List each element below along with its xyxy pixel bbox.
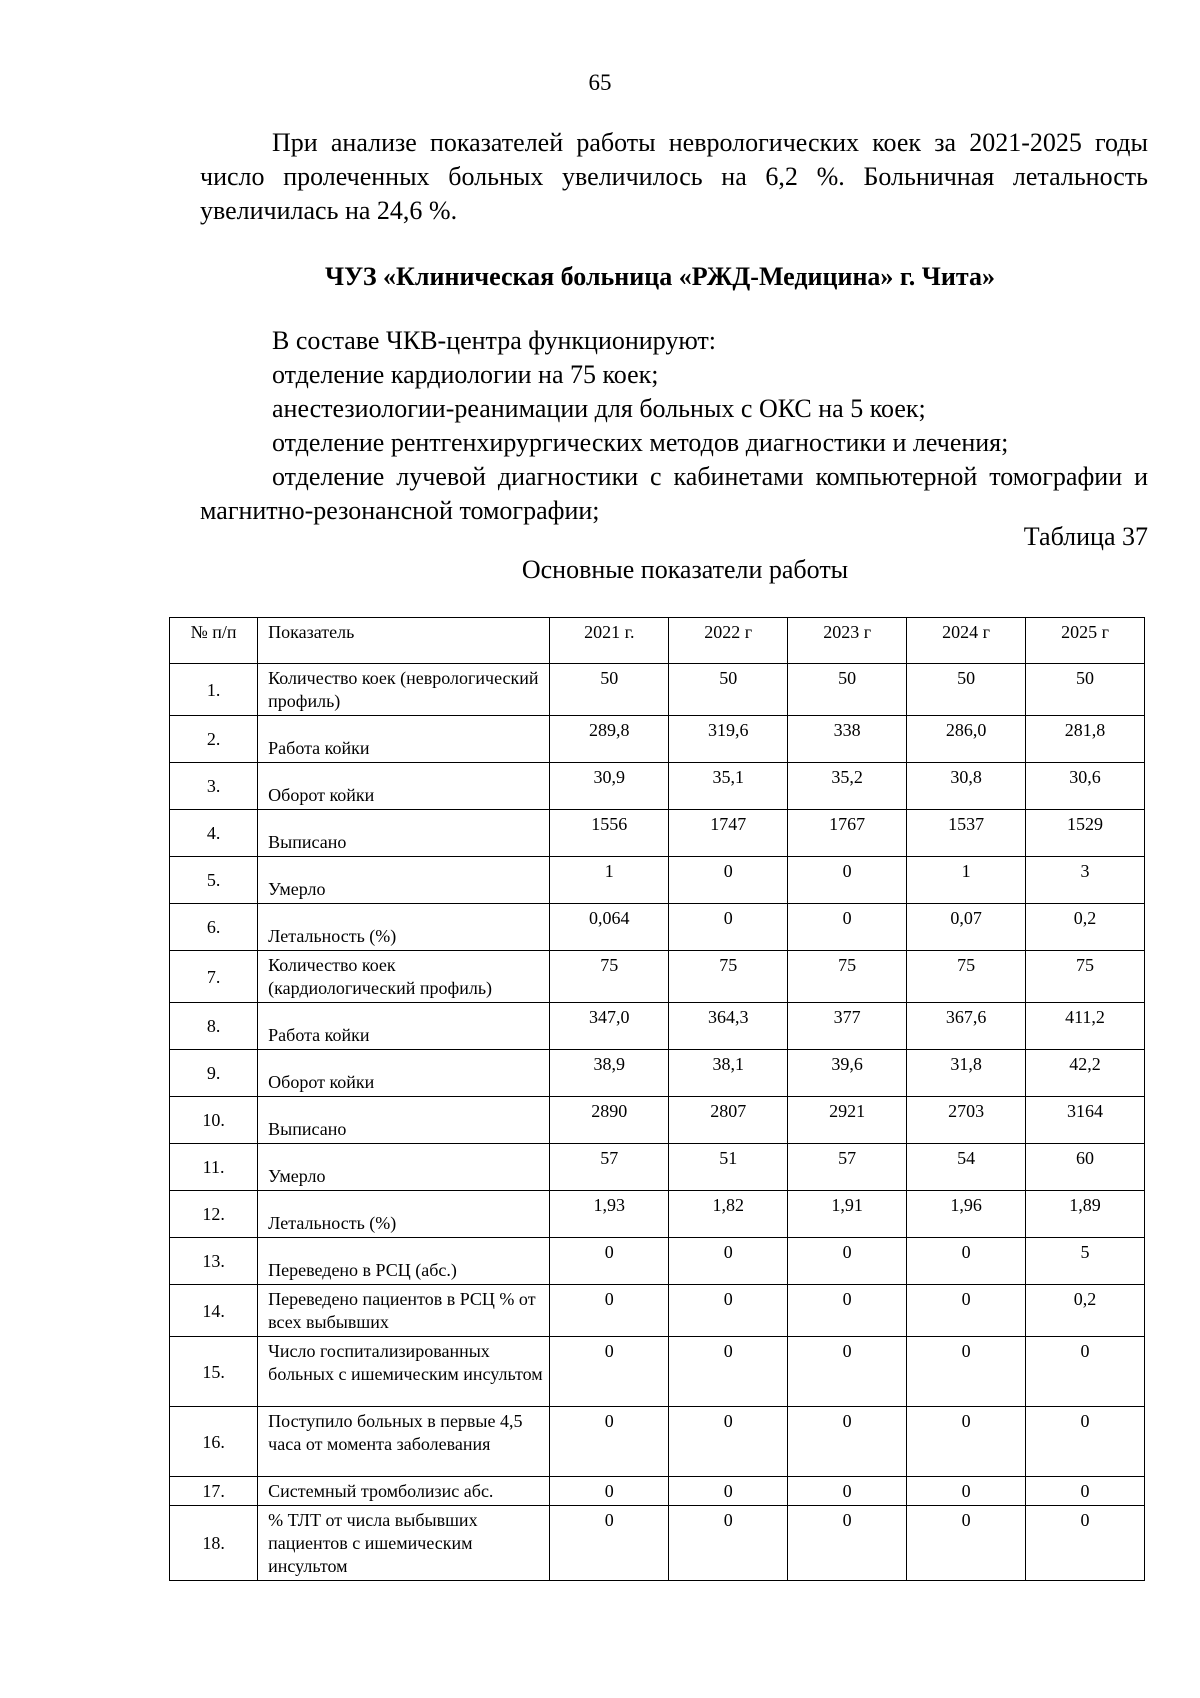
value-cell: 57 [550, 1144, 669, 1191]
value-cell: 0,2 [1026, 904, 1145, 951]
page-number: 65 [588, 70, 612, 95]
value-cell: 57 [788, 1144, 907, 1191]
value-cell: 1,89 [1026, 1191, 1145, 1238]
indicator-cell: Работа койки [258, 1003, 550, 1050]
column-header: 2024 г [907, 618, 1026, 664]
row-number-cell: 1. [170, 664, 258, 716]
value-cell: 289,8 [550, 716, 669, 763]
row-number-cell: 3. [170, 763, 258, 810]
table-row [170, 1050, 1145, 1097]
row-number-cell: 2. [170, 716, 258, 763]
value-cell: 50 [1026, 664, 1145, 716]
value-cell: 38,1 [669, 1050, 788, 1097]
value-cell: 1556 [550, 810, 669, 857]
column-header: № п/п [170, 618, 258, 664]
value-cell: 60 [1026, 1144, 1145, 1191]
value-cell: 0 [788, 1238, 907, 1285]
row-number-cell: 9. [170, 1050, 258, 1097]
value-cell: 54 [907, 1144, 1026, 1191]
value-cell: 0 [907, 1285, 1026, 1337]
indicator-cell: Количество коек (кардиологический профиль) [258, 951, 550, 1003]
intro-paragraph: При анализе показателей работы неврологических коек за 2021-2025 годы число пролеченных больных увеличилось на 6,2 %. Больничная летальность увеличилась на 24,6 %. [200, 128, 1148, 225]
list-item: отделение кардиологии на 75 коек; [272, 360, 659, 389]
indicator-cell: % ТЛТ от числа выбывших пациентов с ишемическим инсультом [258, 1506, 550, 1581]
value-cell: 1767 [788, 810, 907, 857]
value-cell: 1537 [907, 810, 1026, 857]
indicator-cell: Поступило больных в первые 4,5 часа от момента заболевания [258, 1407, 550, 1477]
value-cell: 50 [550, 664, 669, 716]
table-row [170, 1407, 1145, 1477]
value-cell: 0 [788, 1337, 907, 1407]
value-cell: 364,3 [669, 1003, 788, 1050]
row-number-cell: 18. [170, 1506, 258, 1581]
column-header: Показатель [258, 618, 550, 664]
value-cell: 281,8 [1026, 716, 1145, 763]
indicator-cell: Летальность (%) [258, 904, 550, 951]
column-header: 2025 г [1026, 618, 1145, 664]
indicator-cell: Летальность (%) [258, 1191, 550, 1238]
value-cell: 75 [788, 951, 907, 1003]
value-cell: 0 [788, 904, 907, 951]
row-number-cell: 15. [170, 1337, 258, 1407]
row-number-cell: 16. [170, 1407, 258, 1477]
value-cell: 0 [788, 1477, 907, 1506]
value-cell: 1,93 [550, 1191, 669, 1238]
value-cell: 0 [669, 857, 788, 904]
value-cell: 38,9 [550, 1050, 669, 1097]
value-cell: 0 [1026, 1506, 1145, 1581]
table-row [170, 1191, 1145, 1238]
value-cell: 50 [907, 664, 1026, 716]
value-cell: 75 [550, 951, 669, 1003]
value-cell: 1,96 [907, 1191, 1026, 1238]
value-cell: 2921 [788, 1097, 907, 1144]
value-cell: 2807 [669, 1097, 788, 1144]
value-cell: 30,6 [1026, 763, 1145, 810]
indicators-table [169, 617, 1145, 1581]
value-cell: 0 [550, 1506, 669, 1581]
indicator-cell: Оборот койки [258, 1050, 550, 1097]
value-cell: 0 [669, 904, 788, 951]
value-cell: 1 [550, 857, 669, 904]
indicator-cell: Работа койки [258, 716, 550, 763]
row-number-cell: 8. [170, 1003, 258, 1050]
value-cell: 30,9 [550, 763, 669, 810]
value-cell: 0 [907, 1337, 1026, 1407]
value-cell: 0 [669, 1407, 788, 1477]
value-cell: 0 [550, 1337, 669, 1407]
table-row [170, 763, 1145, 810]
value-cell: 0 [1026, 1407, 1145, 1477]
value-cell: 0 [907, 1238, 1026, 1285]
value-cell: 30,8 [907, 763, 1026, 810]
table-caption: Таблица 37 [1023, 522, 1148, 551]
row-number-cell: 11. [170, 1144, 258, 1191]
indicator-cell: Оборот койки [258, 763, 550, 810]
list-item: отделение рентгенхирургических методов диагностики и лечения; [272, 428, 1009, 457]
value-cell: 0 [1026, 1477, 1145, 1506]
indicator-cell: Умерло [258, 1144, 550, 1191]
table-row [170, 951, 1145, 1003]
row-number-cell: 7. [170, 951, 258, 1003]
row-number-cell: 13. [170, 1238, 258, 1285]
table-row [170, 1337, 1145, 1407]
table-row [170, 904, 1145, 951]
value-cell: 0 [669, 1238, 788, 1285]
table-row [170, 1144, 1145, 1191]
indicator-cell: Выписано [258, 810, 550, 857]
value-cell: 286,0 [907, 716, 1026, 763]
value-cell: 0 [788, 1407, 907, 1477]
value-cell: 338 [788, 716, 907, 763]
value-cell: 39,6 [788, 1050, 907, 1097]
value-cell: 1529 [1026, 810, 1145, 857]
row-number-cell: 6. [170, 904, 258, 951]
value-cell: 1,82 [669, 1191, 788, 1238]
indicator-cell: Переведено в РСЦ (абс.) [258, 1238, 550, 1285]
value-cell: 0 [788, 1285, 907, 1337]
value-cell: 0 [907, 1407, 1026, 1477]
table-row [170, 1097, 1145, 1144]
section-heading: ЧУЗ «Клиническая больница «РЖД-Медицина» г. Чита» [325, 262, 995, 291]
value-cell: 50 [788, 664, 907, 716]
value-cell: 50 [669, 664, 788, 716]
row-number-cell: 14. [170, 1285, 258, 1337]
indicator-cell: Системный тромболизис абс. [258, 1477, 550, 1506]
value-cell: 367,6 [907, 1003, 1026, 1050]
value-cell: 0 [669, 1285, 788, 1337]
list-item: отделение лучевой диагностики с кабинетами компьютерной томографии и магнитно-резонансной томографии; [200, 462, 1148, 525]
column-header: 2023 г [788, 618, 907, 664]
value-cell: 377 [788, 1003, 907, 1050]
value-cell: 1,91 [788, 1191, 907, 1238]
row-number-cell: 10. [170, 1097, 258, 1144]
value-cell: 0 [669, 1337, 788, 1407]
value-cell: 51 [669, 1144, 788, 1191]
value-cell: 3164 [1026, 1097, 1145, 1144]
value-cell: 0 [669, 1477, 788, 1506]
table-row [170, 1238, 1145, 1285]
value-cell: 75 [907, 951, 1026, 1003]
value-cell: 0 [550, 1407, 669, 1477]
value-cell: 411,2 [1026, 1003, 1145, 1050]
row-number-cell: 4. [170, 810, 258, 857]
column-header: 2022 г [669, 618, 788, 664]
value-cell: 0 [550, 1477, 669, 1506]
table-header-row [170, 618, 1145, 664]
table-row [170, 810, 1145, 857]
value-cell: 35,2 [788, 763, 907, 810]
value-cell: 0 [907, 1477, 1026, 1506]
row-number-cell: 12. [170, 1191, 258, 1238]
value-cell: 75 [669, 951, 788, 1003]
value-cell: 0 [550, 1238, 669, 1285]
value-cell: 0 [669, 1506, 788, 1581]
indicator-cell: Выписано [258, 1097, 550, 1144]
value-cell: 347,0 [550, 1003, 669, 1050]
value-cell: 0,07 [907, 904, 1026, 951]
column-header: 2021 г. [550, 618, 669, 664]
value-cell: 0 [1026, 1337, 1145, 1407]
table-row [170, 1003, 1145, 1050]
value-cell: 5 [1026, 1238, 1145, 1285]
indicator-cell: Переведено пациентов в РСЦ % от всех выбывших [258, 1285, 550, 1337]
value-cell: 2890 [550, 1097, 669, 1144]
table-body [170, 664, 1145, 1581]
value-cell: 0 [550, 1285, 669, 1337]
table-row [170, 1506, 1145, 1581]
value-cell: 0 [788, 857, 907, 904]
table-row [170, 664, 1145, 716]
value-cell: 2703 [907, 1097, 1026, 1144]
value-cell: 0 [788, 1506, 907, 1581]
table-row [170, 716, 1145, 763]
value-cell: 35,1 [669, 763, 788, 810]
indicator-cell: Количество коек (неврологический профиль) [258, 664, 550, 716]
value-cell: 0,2 [1026, 1285, 1145, 1337]
value-cell: 0,064 [550, 904, 669, 951]
value-cell: 0 [907, 1506, 1026, 1581]
row-number-cell: 5. [170, 857, 258, 904]
department-list [200, 324, 1148, 528]
table-title: Основные показатели работы [521, 555, 849, 584]
list-intro: В составе ЧКВ-центра функционируют: [272, 326, 717, 355]
value-cell: 3 [1026, 857, 1145, 904]
indicator-cell: Число госпитализированных больных с ишемическим инсультом [258, 1337, 550, 1407]
value-cell: 1 [907, 857, 1026, 904]
table-row [170, 1285, 1145, 1337]
table-row [170, 1477, 1145, 1506]
value-cell: 319,6 [669, 716, 788, 763]
value-cell: 42,2 [1026, 1050, 1145, 1097]
value-cell: 75 [1026, 951, 1145, 1003]
table-row [170, 857, 1145, 904]
indicator-cell: Умерло [258, 857, 550, 904]
row-number-cell: 17. [170, 1477, 258, 1506]
value-cell: 31,8 [907, 1050, 1026, 1097]
value-cell: 1747 [669, 810, 788, 857]
list-item: анестезиологии-реанимации для больных с ОКС на 5 коек; [272, 394, 926, 423]
